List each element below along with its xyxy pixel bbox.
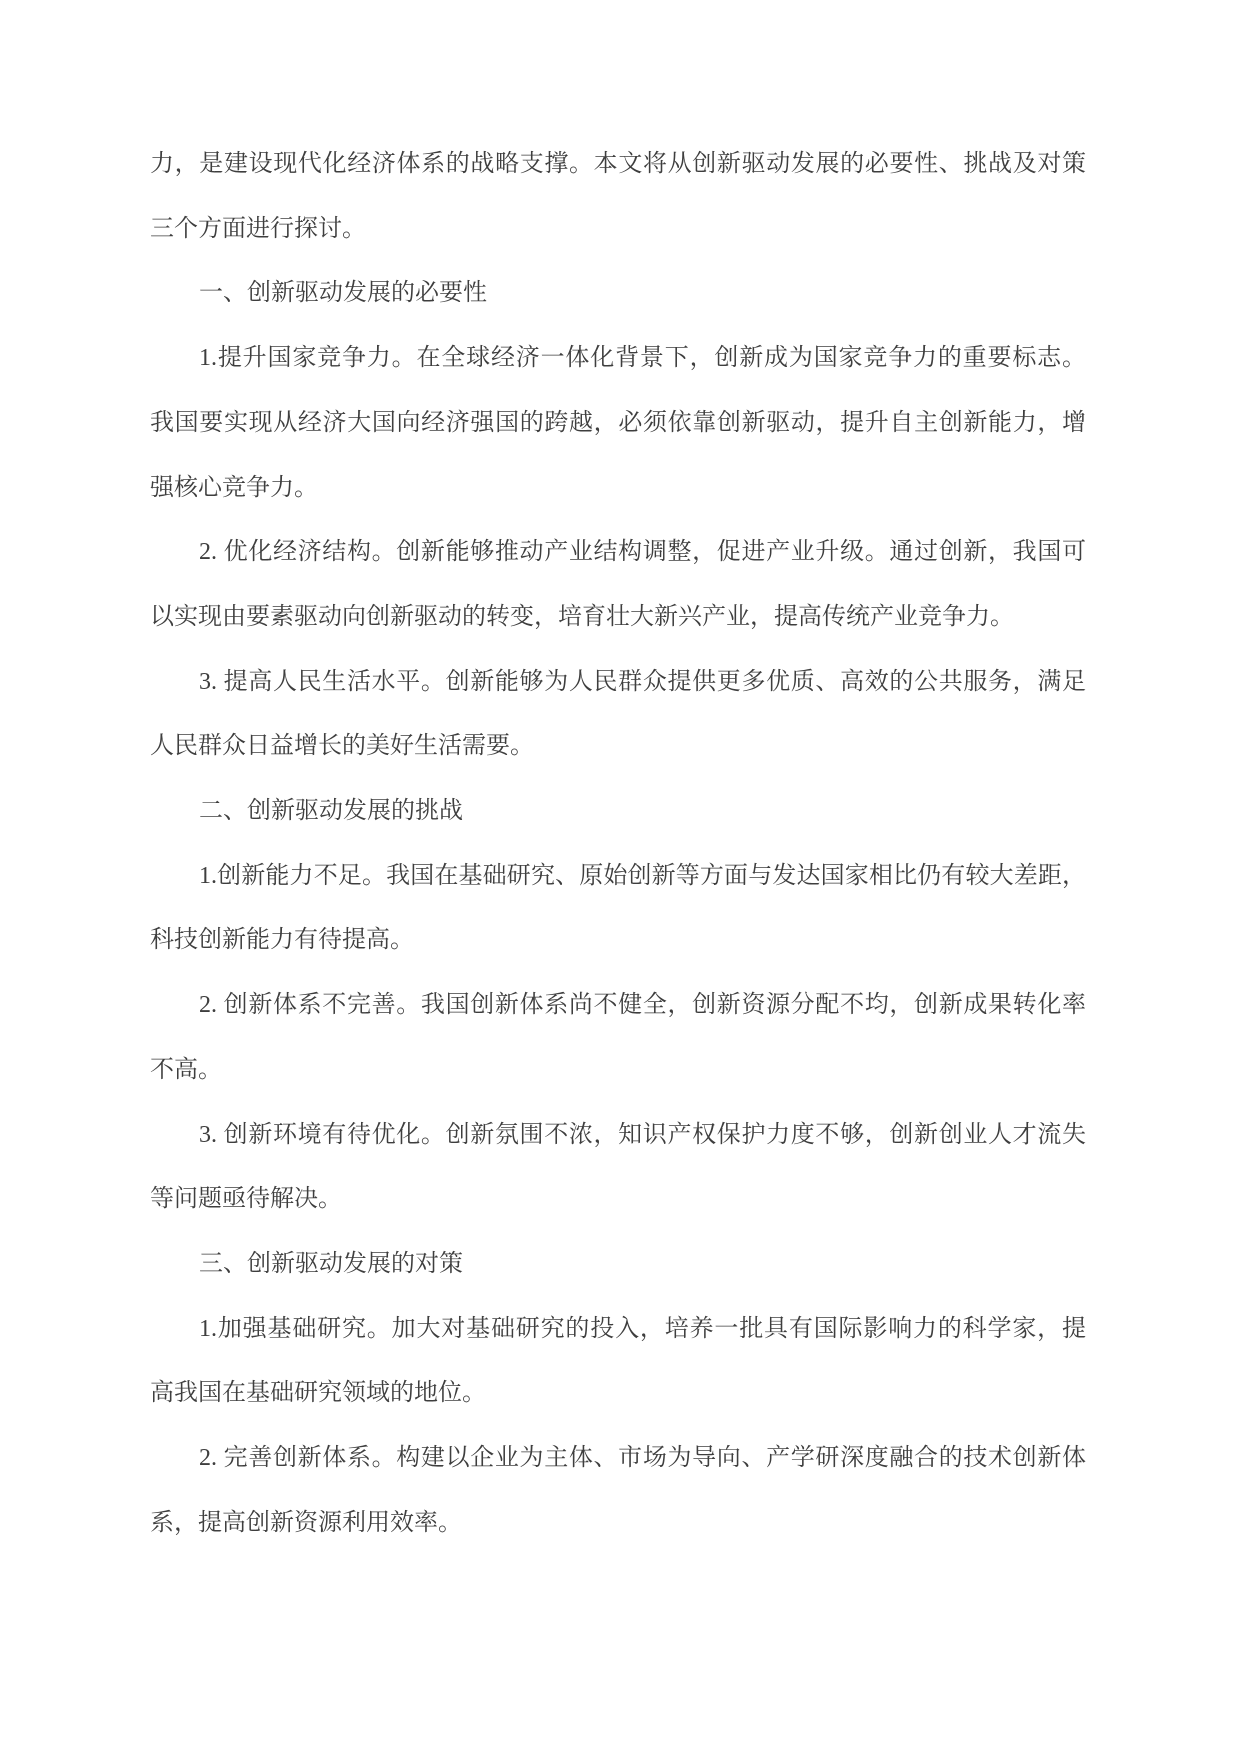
heading-line: 一、创新驱动发展的必要性 bbox=[199, 280, 487, 307]
text-line: 3. 创新环境有待优化。创新氛围不浓，知识产权保护力度不够，创新创业人才流失 bbox=[199, 1121, 1086, 1148]
body-paragraph bbox=[150, 844, 1086, 973]
text-line: 2. 创新体系不完善。我国创新体系尚不健全，创新资源分配不均，创新成果转化率 bbox=[199, 992, 1086, 1019]
text-line: 1.创新能力不足。我国在基础研究、原始创新等方面与发达国家相比仍有较大差距， bbox=[199, 862, 1086, 889]
text-line: 系，提高创新资源利用效率。 bbox=[150, 1509, 462, 1536]
text-line: 以实现由要素驱动向创新驱动的转变，培育壮大新兴产业，提高传统产业竞争力。 bbox=[150, 603, 1014, 630]
heading-line: 三、创新驱动发展的对策 bbox=[199, 1250, 463, 1277]
text-line: 三个方面进行探讨。 bbox=[150, 215, 366, 242]
body-paragraph bbox=[150, 326, 1086, 520]
body-paragraph bbox=[150, 973, 1086, 1102]
body-paragraph bbox=[150, 132, 1086, 261]
body-paragraph bbox=[150, 1426, 1086, 1555]
text-line: 3. 提高人民生活水平。创新能够为人民群众提供更多优质、高效的公共服务，满足 bbox=[199, 668, 1086, 695]
text-line: 2. 优化经济结构。创新能够推动产业结构调整，促进产业升级。通过创新，我国可 bbox=[199, 539, 1086, 566]
text-line: 2. 完善创新体系。构建以企业为主体、市场为导向、产学研深度融合的技术创新体 bbox=[199, 1445, 1086, 1472]
text-line: 1.提升国家竞争力。在全球经济一体化背景下，创新成为国家竞争力的重要标志。 bbox=[199, 345, 1086, 372]
text-line: 人民群众日益增长的美好生活需要。 bbox=[150, 733, 534, 760]
heading-line: 二、创新驱动发展的挑战 bbox=[199, 798, 463, 825]
text-line: 不高。 bbox=[150, 1056, 222, 1083]
text-line: 我国要实现从经济大国向经济强国的跨越，必须依靠创新驱动，提升自主创新能力，增 bbox=[150, 409, 1086, 436]
document-body bbox=[150, 132, 1086, 1555]
section-heading-paragraph bbox=[150, 1232, 1086, 1297]
text-line: 力，是建设现代化经济体系的战略支撑。本文将从创新驱动发展的必要性、挑战及对策 bbox=[150, 151, 1086, 177]
text-line: 等问题亟待解决。 bbox=[150, 1186, 342, 1213]
text-line: 1.加强基础研究。加大对基础研究的投入，培养一批具有国际影响力的科学家，提 bbox=[199, 1315, 1086, 1342]
text-line: 高我国在基础研究领域的地位。 bbox=[150, 1380, 486, 1407]
body-paragraph bbox=[150, 520, 1086, 649]
section-heading-paragraph bbox=[150, 779, 1086, 844]
body-paragraph bbox=[150, 650, 1086, 779]
body-paragraph bbox=[150, 1297, 1086, 1426]
section-heading-paragraph bbox=[150, 261, 1086, 326]
text-line: 科技创新能力有待提高。 bbox=[150, 927, 414, 954]
text-line: 强核心竞争力。 bbox=[150, 474, 318, 501]
body-paragraph bbox=[150, 1103, 1086, 1232]
